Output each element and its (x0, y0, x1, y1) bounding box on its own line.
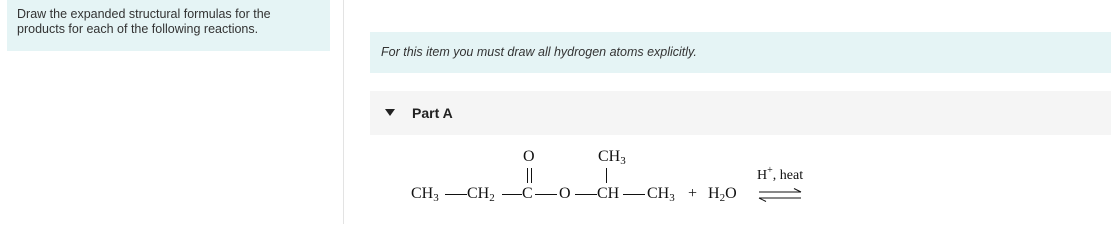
methyl-group-right: $CH_3$ (647, 185, 675, 204)
ester-oxygen: O (559, 185, 571, 202)
bond (535, 194, 557, 195)
reaction-conditions: H+, heat (757, 165, 804, 183)
branch-methyl-group: $CH_3$ (598, 148, 626, 167)
bond (623, 194, 645, 195)
part-title: Part A (412, 105, 453, 121)
bond (502, 194, 522, 195)
carbonyl-carbon: C (522, 185, 533, 202)
instructions-text: Draw the expanded structural formulas for the products for each of the following reactions. (7, 0, 330, 51)
hint-text: For this item you must draw all hydrogen atoms explicitly. (381, 45, 697, 59)
hint-box (370, 32, 1111, 73)
part-a-header[interactable] (370, 91, 1111, 135)
equilibrium-arrow-icon (757, 188, 803, 202)
bond (445, 194, 467, 195)
branch-bond (606, 168, 607, 183)
carbonyl-oxygen: O (523, 148, 535, 165)
plus-sign: + (688, 185, 698, 202)
methylene-group: $CH_2$ (467, 185, 495, 204)
double-bond-line (527, 168, 528, 183)
double-bond-line (531, 168, 532, 183)
methyl-group-left: $CH_3$ (411, 185, 439, 204)
bond (575, 194, 597, 195)
methine-group: CH (597, 185, 620, 202)
caret-down-icon[interactable] (385, 109, 395, 116)
water: $H_2O$ (708, 185, 737, 204)
reaction-formula (0, 140, 1111, 224)
